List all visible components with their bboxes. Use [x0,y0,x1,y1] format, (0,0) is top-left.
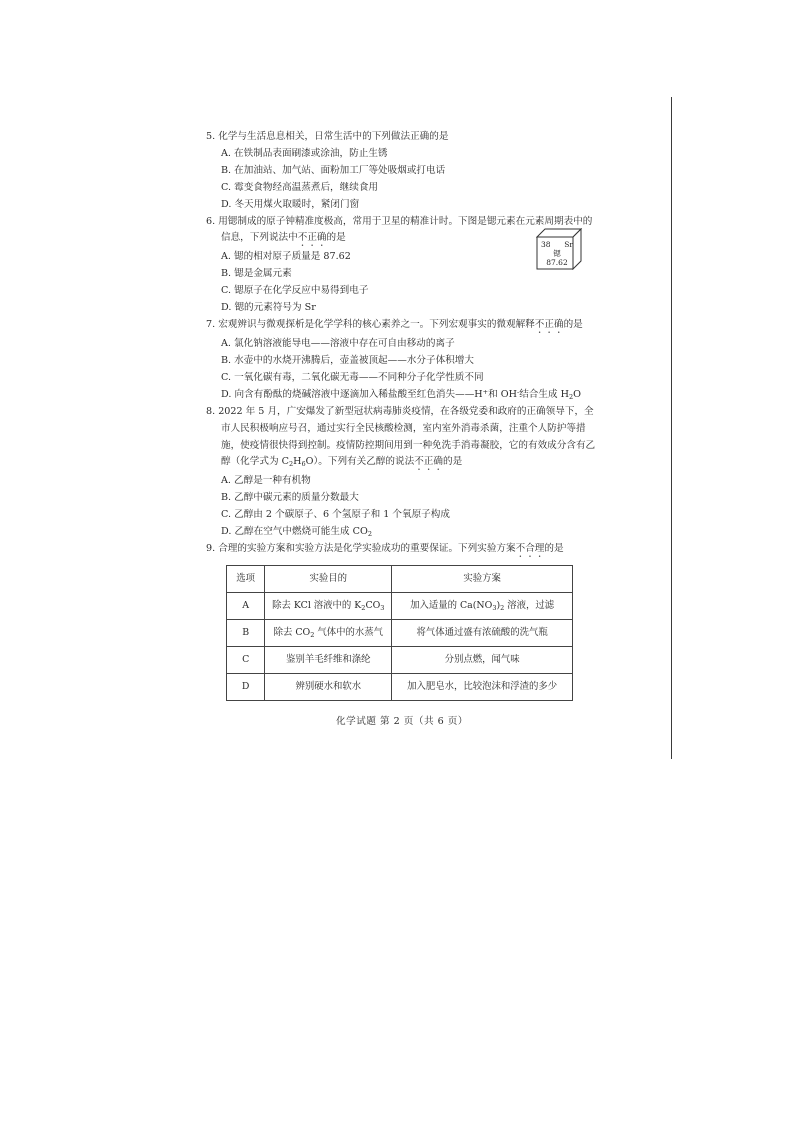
emphasis-mark: 不正确 [414,456,443,468]
header-plan: 实验方案 [392,566,573,593]
table-header-row [227,566,573,593]
option-text: O [573,388,582,400]
question-6-option-a: A. 锶的相对原子质量是 87.62 [221,251,351,263]
subscript: 2 [367,530,372,539]
question-8 [206,404,598,541]
row-goal [265,620,392,647]
header-goal: 实验目的 [265,566,392,593]
table-row [227,620,573,647]
cell-text: ) [496,599,501,611]
question-7-option-d [206,387,598,404]
question-5-option-c: C. 霉变食物经高温蒸煮后，继续食用 [221,181,379,193]
question-6-option-d: D. 锶的元素符号为 Sr [221,302,316,314]
element-info [540,240,574,267]
question-9-stem [206,541,598,560]
subscript: 2 [569,392,574,401]
header-option: 选项 [227,566,265,593]
question-7-option-c: C. 一氧化碳有毒，二氧化碳无毒——不同种分子化学性质不同 [221,371,484,383]
cell-text: 除去 KCl 溶液中的 K [272,599,362,611]
row-plan: 分别点燃，闻气味 [392,647,573,674]
cell-text: 除去 CO [273,626,311,638]
table-row [227,674,573,701]
emphasis-mark: 不正确 [297,232,327,244]
subscript: 2 [361,603,366,612]
experiment-table [226,565,573,701]
question-6-stem-text: 6. 用锶制成的原子钟精准度极高，常用于卫星的精准计时。下图是锶元素在元素周期表中的信息，下列说法中 [206,215,593,244]
question-8-option-d [206,524,598,541]
row-goal: 鉴别羊毛纤维和涤纶 [265,647,392,674]
question-8-option-c: C. 乙醇由 2 个碳原子、6 个氢原子和 1 个氧原子构成 [221,509,450,521]
emphasis-mark: 不合理 [515,543,545,555]
cell-text: CO [365,599,381,611]
row-option: D [227,674,265,701]
exam-page [206,129,598,731]
row-goal [265,593,392,620]
subscript: 2 [310,630,315,639]
question-8-option-a: A. 乙醇是一种有机物 [221,475,311,487]
question-8-stem-text: 8. 2022 年 5 月，广安爆发了新型冠状病毒肺炎疫情，在各级党委和政府的正确领导下，全市人民积极响应号召，通过实行全民核酸检测，室内室外消毒杀菌，注重个人防护等措施，使疫情很快得到控制。疫情防控期间用到一种免洗手消毒凝胶，它的有效成分含有乙醇（化学式为 C [206,405,596,468]
option-text: 和 OH [488,388,517,400]
table-row [227,647,573,674]
question-7-option-b: B. 水壶中的水烧开沸腾后，壶盖被顶起——水分子体积增大 [221,354,474,366]
question-7-stem [206,317,598,336]
subscript: 6 [301,460,306,469]
atomic-number: 38 [541,239,551,249]
question-6-stem-end: 的是 [326,232,346,244]
subscript: 3 [380,603,385,612]
question-5 [206,129,598,214]
row-plan [392,593,573,620]
subscript: 2 [288,460,294,469]
question-8-option-b: B. 乙醇中碳元素的质量分数最大 [221,492,359,504]
question-7-stem-end: 的是 [563,319,583,331]
question-9-stem-end: 的是 [544,543,564,555]
question-6-option-b: B. 锶是金属元素 [221,268,292,280]
subscript: 3 [492,603,497,612]
question-5-option-d: D. 冬天用煤火取暖时，紧闭门窗 [221,198,360,210]
question-8-stem [206,404,598,474]
option-text: D. 向含有酚酞的烧碱溶液中逐滴加入稀盐酸至红色消失——H [221,388,483,400]
question-5-stem: 5. 化学与生活息息相关，日常生活中的下列做法正确的是 [206,131,449,142]
table-row [227,593,573,620]
row-option: B [227,620,265,647]
question-7-stem-text: 7. 宏观辨识与微观探析是化学学科的核心素养之一。下列宏观事实的微观解释 [206,319,535,331]
question-7 [206,317,598,404]
question-5-option-b: B. 在加油站、加气站、面粉加工厂等处吸烟或打电话 [221,164,446,176]
question-8-stem-end: 的是 [443,456,463,468]
superscript: - [517,387,520,396]
row-option: A [227,593,265,620]
row-plan: 加入肥皂水，比较泡沫和浮渣的多少 [392,674,573,701]
page-margin-rule [671,97,672,759]
strontium-element-box [536,228,582,270]
cell-text: 溶液，过滤 [504,599,555,611]
question-8-stem-text: H [293,456,302,468]
superscript: + [482,387,489,396]
option-text: D. 乙醇在空气中燃烧可能生成 CO [221,526,368,538]
row-option: C [227,647,265,674]
question-9-stem-text: 9. 合理的实验方案和实验方法是化学实验成功的重要保证。下列实验方案 [206,543,516,555]
emphasis-mark: 不正确 [534,319,564,331]
subscript: 2 [500,603,505,612]
question-8-stem-text: O）。下列有关乙醇的说法 [305,456,415,468]
question-6 [206,214,598,318]
question-9 [206,541,598,701]
question-7-option-a: A. 氯化钠溶液能导电——溶液中存在可自由移动的离子 [221,338,455,350]
element-symbol: Sr [564,239,573,249]
cell-text: 加入适量的 Ca(NO [410,599,493,611]
row-plan: 将气体通过盛有浓硫酸的洗气瓶 [392,620,573,647]
atomic-mass: 87.62 [546,257,568,267]
page-footer: 化学试题 第 2 页（共 6 页） [336,716,468,728]
element-name: 锶 [553,248,561,258]
row-goal: 辨别硬水和软水 [265,674,392,701]
question-6-option-c: C. 锶原子在化学反应中易得到电子 [221,285,369,297]
question-5-option-a: A. 在铁制品表面刷漆或涂油，防止生锈 [221,147,388,159]
option-text: 结合生成 H [519,388,569,400]
cell-text: 气体中的水蒸气 [314,626,383,638]
